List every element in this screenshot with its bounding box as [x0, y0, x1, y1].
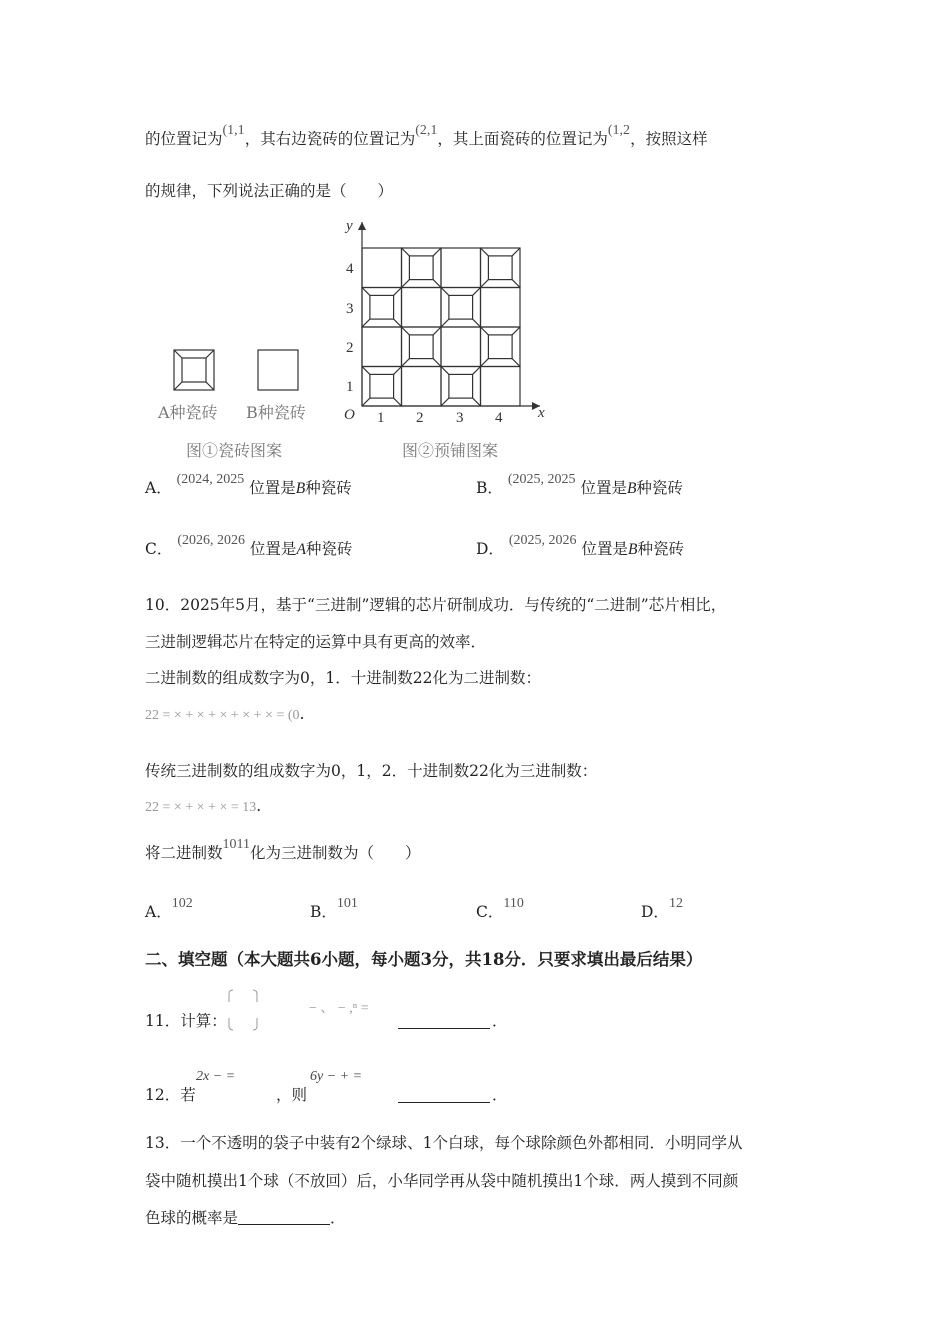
y-axis-label: y — [346, 218, 353, 234]
q12-prefix: 12．若 — [145, 1086, 196, 1104]
q9-option-c[interactable] — [145, 533, 353, 559]
q12-mid: ，则 — [276, 1086, 308, 1104]
q10-option-a[interactable] — [145, 896, 193, 922]
x-tick-1: 1 — [377, 410, 385, 426]
grid-tile-a-bevel — [394, 367, 402, 375]
grid-tile-a-inner — [370, 295, 394, 319]
grid-tile-a-bevel — [394, 319, 402, 327]
q12-math-expression: 6y − + = — [310, 1069, 363, 1084]
grid-tile-a-bevel — [441, 288, 449, 296]
grid-tile-a-bevel — [512, 280, 520, 288]
tile-b-label: B种瓷砖 — [246, 403, 306, 422]
q10-eq-end: . — [256, 797, 262, 815]
q10-line2: 三进制逻辑芯片在特定的运算中具有更高的效率． — [145, 633, 487, 651]
q11-line — [145, 1001, 508, 1032]
grid-tile-a-bevel — [362, 288, 370, 296]
q11-paren-icon — [227, 988, 259, 1032]
q10-question — [145, 837, 421, 866]
grid-tile-a-inner — [488, 335, 512, 359]
x-tick-2: 2 — [416, 410, 424, 426]
grid-tile-a-bevel — [481, 280, 489, 288]
q13-text: 色球的概率是 — [145, 1209, 239, 1227]
q10-line4: 传统三进制数的组成数字为0，1，2．十进制数22化为三进制数： — [145, 762, 598, 780]
q10-math-binary: 1011 — [222, 837, 250, 852]
q10-line3: 二进制数的组成数字为0，1．十进制数22化为二进制数： — [145, 669, 541, 687]
option-text: 位置是 — [581, 540, 628, 558]
option-text: 位置是 — [249, 540, 297, 558]
option-math: 101 — [336, 896, 358, 911]
q9-math-position: (1,2 — [607, 123, 631, 138]
q9-option-a[interactable] — [145, 472, 352, 498]
tile-a-label: A种瓷砖 — [158, 403, 218, 422]
grid-tile-a-bevel — [394, 288, 402, 296]
q13-line2: 袋中随机摸出1个球（不放回）后，小华同学再从袋中随机摸出1个球．两人摸到不同颜 — [145, 1172, 739, 1190]
grid-tile-a-bevel — [441, 319, 449, 327]
grid-tile — [481, 288, 521, 328]
q9-line2: 的规律，下列说法正确的是（ ） — [145, 182, 394, 200]
option-var: B — [295, 480, 306, 497]
q10-line1: 10．2025年5月，基于“三进制”逻辑的芯片研制成功．与传统的“二进制”芯片相比， — [145, 596, 727, 614]
q10-eq1 — [145, 703, 304, 727]
grid-tile-a-inner — [409, 256, 433, 280]
x-axis-label: x — [538, 405, 545, 421]
q12-line — [145, 1069, 508, 1106]
grid-tile-a-bevel — [433, 248, 441, 256]
grid-tile-a-bevel — [362, 398, 370, 406]
grid-tile-a-bevel — [402, 248, 410, 256]
grid-tile — [441, 327, 481, 367]
y-tick-2: 2 — [346, 340, 354, 356]
tile-b-icon — [258, 350, 298, 390]
option-math: (2025, 2025 — [507, 472, 576, 487]
option-text: 位置是 — [580, 479, 627, 497]
grid-tile-a-bevel — [473, 288, 481, 296]
grid-tile-a-bevel — [433, 327, 441, 335]
option-letter: D． — [476, 540, 504, 558]
q11-math: − 、 − ,ⁿ = — [309, 1001, 369, 1016]
grid-tile — [481, 367, 521, 407]
y-tick-1: 1 — [346, 379, 354, 395]
grid-tile-a-bevel — [473, 319, 481, 327]
option-math: (2026, 2026 — [177, 533, 245, 548]
x-tick-3: 3 — [456, 410, 464, 426]
q10-ternary-equation: 22 = × + × + × = 13 — [145, 800, 257, 815]
q9-option-b[interactable] — [476, 472, 683, 498]
origin-label: O — [344, 407, 355, 423]
option-letter: C． — [145, 540, 173, 558]
grid-tile-a-bevel — [512, 327, 520, 335]
grid-tile-a-inner — [449, 374, 473, 398]
grid-tile-a-inner — [409, 335, 433, 359]
option-var: A — [296, 541, 306, 558]
option-math: 12 — [668, 896, 683, 911]
q9-text: ，按照这样 — [630, 130, 708, 148]
x-tick-4: 4 — [495, 410, 503, 426]
q9-math-position: (1,1 — [222, 123, 245, 138]
y-tick-4: 4 — [346, 261, 354, 277]
grid-tile-a-inner — [488, 256, 512, 280]
grid-tile — [441, 248, 481, 288]
q12-answer-blank[interactable] — [398, 1086, 490, 1103]
section2-heading: 二、填空题（本大题共6小题，每小题3分，共18分．只要求填出最后结果） — [145, 950, 703, 969]
q13-end: ． — [330, 1209, 346, 1227]
q10-option-d[interactable] — [641, 896, 683, 922]
option-letter: D． — [641, 903, 669, 921]
fig2-grid — [362, 248, 520, 406]
option-letter: A． — [145, 479, 172, 497]
grid-tile-a-bevel — [441, 398, 449, 406]
q9-text: ，其右边瓷砖的位置记为 — [244, 130, 416, 148]
grid-tile — [362, 327, 402, 367]
q9-line1 — [145, 123, 708, 152]
q10-binary-equation: 22 = × + × + × + × + × = (0 — [145, 708, 300, 723]
q10-eq-end: . — [299, 705, 305, 723]
option-letter: C． — [476, 903, 504, 921]
option-math: (2025, 2026 — [508, 533, 577, 548]
q9-text: 的位置记为 — [145, 130, 223, 148]
grid-tile-a-bevel — [433, 280, 441, 288]
option-text: 种瓷砖 — [637, 540, 684, 558]
grid-tile-a-bevel — [394, 398, 402, 406]
option-var: B — [628, 541, 638, 558]
q11-end: ． — [492, 1012, 508, 1030]
option-math: 110 — [503, 896, 524, 911]
grid-tile-a-bevel — [362, 319, 370, 327]
q12-math-condition: 2x − = — [196, 1069, 236, 1084]
q10-text: 将二进制数 — [145, 844, 223, 862]
option-text: 种瓷砖 — [636, 479, 683, 497]
tile-a-icon — [174, 350, 214, 390]
grid-tile-a-bevel — [473, 398, 481, 406]
grid-tile-a-bevel — [473, 367, 481, 375]
q10-eq2 — [145, 795, 261, 819]
q13-answer-blank[interactable] — [238, 1208, 330, 1225]
option-letter: A． — [145, 903, 172, 921]
grid-tile-a-bevel — [362, 367, 370, 375]
q12-end: ． — [492, 1086, 508, 1104]
q13-line1: 13．一个不透明的袋子中装有2个绿球、1个白球，每个球除颜色外都相同．小明同学从 — [145, 1134, 743, 1152]
grid-tile-a-bevel — [481, 248, 489, 256]
q13-line3 — [145, 1207, 346, 1229]
option-letter: B． — [476, 479, 503, 497]
fig1-caption: 图①瓷砖图案 — [186, 441, 283, 460]
q11-answer-blank[interactable] — [398, 1012, 490, 1029]
option-text: 种瓷砖 — [305, 479, 352, 497]
grid-tile-a-inner — [370, 374, 394, 398]
option-math: (2024, 2025 — [176, 472, 245, 487]
q10-text: 化为三进制数为（ ） — [250, 844, 421, 862]
grid-tile-a-bevel — [512, 359, 520, 367]
grid-tile-a-bevel — [402, 327, 410, 335]
option-text: 种瓷砖 — [305, 540, 353, 558]
q9-figures — [0, 210, 950, 510]
q11-prefix: 11．计算： — [145, 1012, 227, 1030]
grid-tile-a-bevel — [441, 367, 449, 375]
fig2-caption: 图②预铺图案 — [402, 441, 499, 460]
y-tick-3: 3 — [346, 301, 354, 317]
grid-tile — [402, 288, 442, 328]
option-text: 位置是 — [249, 479, 296, 497]
option-letter: B． — [310, 903, 337, 921]
option-math: 102 — [171, 896, 193, 911]
grid-tile-a-bevel — [481, 359, 489, 367]
grid-tile-a-bevel — [402, 280, 410, 288]
grid-tile-a-inner — [449, 295, 473, 319]
q10-option-b[interactable] — [310, 896, 358, 922]
q10-option-c[interactable] — [476, 896, 524, 922]
q9-math-position: (2,1 — [415, 123, 438, 138]
q9-option-d[interactable] — [476, 533, 684, 559]
grid-tile-a-bevel — [433, 359, 441, 367]
grid-tile-a-bevel — [481, 327, 489, 335]
q9-text: ，其上面瓷砖的位置记为 — [437, 130, 608, 148]
grid-tile — [362, 248, 402, 288]
grid-tile-a-bevel — [512, 248, 520, 256]
grid-tile-a-bevel — [402, 359, 410, 367]
option-var: B — [626, 480, 637, 497]
grid-tile — [402, 367, 442, 407]
